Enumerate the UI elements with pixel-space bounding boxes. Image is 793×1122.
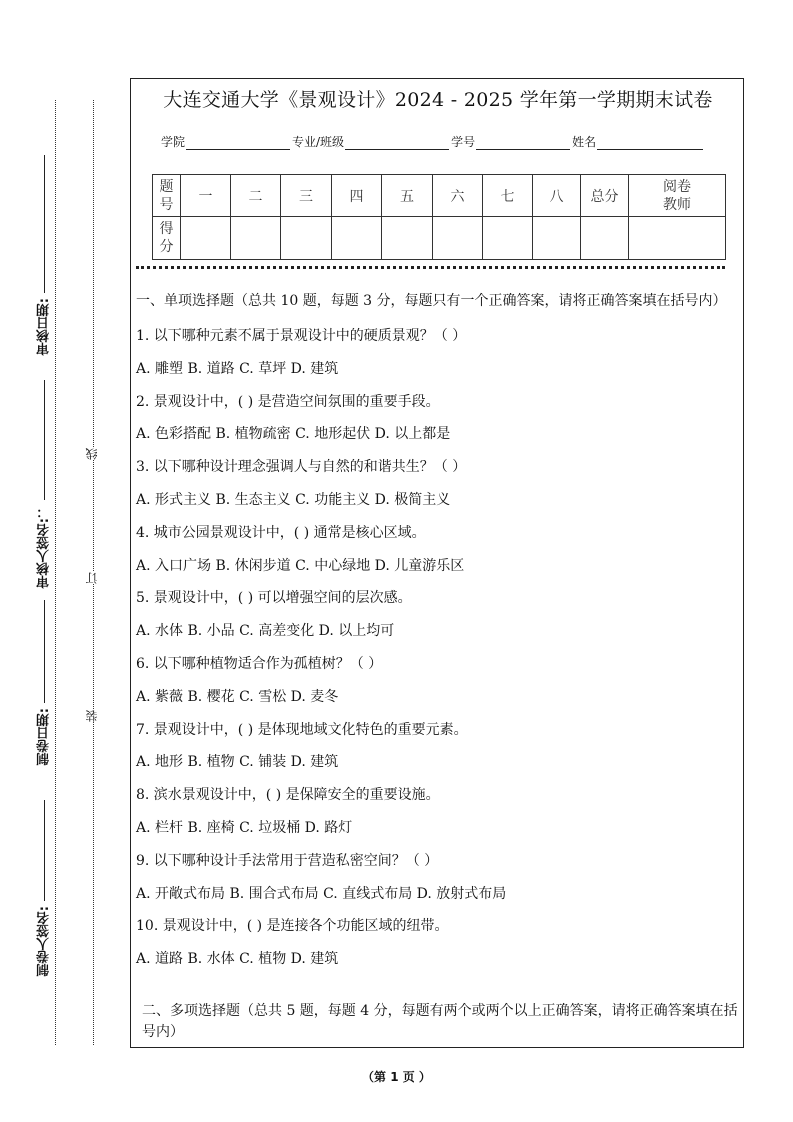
section-2-heading: 二、多项选择题（总共 5 题，每题 4 分，每题有两个或两个以上正确答案，请将正确答案填在括号内） xyxy=(142,1003,738,1040)
score-cell[interactable] xyxy=(231,217,281,260)
paper-maker-signature-line xyxy=(44,800,45,901)
score-cell[interactable] xyxy=(332,217,382,260)
question-2-options: A. 色彩搭配 B. 植物疏密 C. 地形起伏 D. 以上都是 xyxy=(136,426,451,443)
col-7: 七 xyxy=(483,175,533,217)
question-5-options: A. 水体 B. 小品 C. 高差变化 D. 以上均可 xyxy=(136,623,395,640)
score-cell[interactable] xyxy=(433,217,483,260)
review-date-label: 审核日期: xyxy=(37,298,52,356)
question-list xyxy=(136,326,741,969)
reviewer-signature-line xyxy=(44,380,45,500)
question-10: 10. 景观设计中，( ) 是连接各个功能区域的纽带。 xyxy=(136,918,449,935)
question-4-options: A. 入口广场 B. 休闲步道 C. 中心绿地 D. 儿童游乐区 xyxy=(136,557,465,574)
score-table-score-row xyxy=(153,217,726,260)
question-9-options: A. 开敞式布局 B. 围合式布局 C. 直线式布局 D. 放射式布局 xyxy=(136,885,507,902)
col-4: 四 xyxy=(332,175,382,217)
col-6: 六 xyxy=(433,175,483,217)
name-label: 姓名 xyxy=(572,135,597,149)
score-cell[interactable] xyxy=(382,217,433,260)
binding-mark-line: 线 xyxy=(85,448,99,460)
question-4: 4. 城市公园景观设计中，( ) 通常是核心区域。 xyxy=(136,524,426,541)
question-9: 9. 以下哪种设计手法常用于营造私密空间？（ ） xyxy=(136,852,439,869)
major-class-field[interactable] xyxy=(345,135,449,150)
review-date-line xyxy=(44,155,45,293)
question-6: 6. 以下哪种植物适合作为孤植树？（ ） xyxy=(136,655,383,672)
question-3: 3. 以下哪种设计理念强调人与自然的和谐共生？（ ） xyxy=(136,459,467,476)
exam-title: 大连交通大学《景观设计》2024 - 2025 学年第一学期期末试卷 xyxy=(163,89,713,111)
question-1-options: A. 雕塑 B. 道路 C. 草坪 D. 建筑 xyxy=(136,360,339,377)
paper-date-line xyxy=(44,600,45,703)
binding-dotted-line-outer xyxy=(55,100,56,1045)
score-row-header: 得 分 xyxy=(153,217,181,260)
exam-frame xyxy=(130,78,744,1048)
question-6-options: A. 紫薇 B. 樱花 C. 雪松 D. 麦冬 xyxy=(136,688,339,705)
college-field[interactable] xyxy=(186,135,290,150)
score-cell[interactable] xyxy=(181,217,231,260)
col-8: 八 xyxy=(533,175,581,217)
question-2: 2. 景观设计中，( ) 是营造空间氛围的重要手段。 xyxy=(136,393,440,410)
question-7: 7. 景观设计中，( ) 是体现地域文化特色的重要元素。 xyxy=(136,721,468,738)
question-1: 1. 以下哪种元素不属于景观设计中的硬质景观？（ ） xyxy=(136,328,467,344)
col-1: 一 xyxy=(181,175,231,217)
question-10-options: A. 道路 B. 水体 C. 植物 D. 建筑 xyxy=(136,951,339,968)
paper-maker-signature-label: 制卷人签名: xyxy=(37,906,52,977)
student-id-field[interactable] xyxy=(476,135,570,150)
col-5: 五 xyxy=(382,175,433,217)
reviewer-header: 阅卷 教师 xyxy=(629,175,726,217)
question-7-options: A. 地形 B. 植物 C. 铺装 D. 建筑 xyxy=(136,754,339,771)
section-1-heading: 一、单项选择题（总共 10 题，每题 3 分，每题只有一个正确答案，请将正确答案填在括号内） xyxy=(136,293,727,309)
reviewer-cell[interactable] xyxy=(629,217,726,260)
dotted-separator xyxy=(136,266,725,272)
paper-date-label: 制卷日期: xyxy=(37,708,52,766)
question-3-options: A. 形式主义 B. 生态主义 C. 功能主义 D. 极简主义 xyxy=(136,491,451,508)
student-info-row xyxy=(161,133,705,150)
question-number-header: 题 号 xyxy=(153,175,181,217)
col-3: 三 xyxy=(281,175,332,217)
score-cell[interactable] xyxy=(483,217,533,260)
reviewer-signature-label: 审核人签名:： xyxy=(37,505,52,589)
question-8: 8. 滨水景观设计中，( ) 是保障安全的重要设施。 xyxy=(136,787,440,804)
question-8-options: A. 栏杆 B. 座椅 C. 垃圾桶 D. 路灯 xyxy=(136,819,353,836)
col-2: 二 xyxy=(231,175,281,217)
student-id-label: 学号 xyxy=(451,135,476,149)
college-label: 学院 xyxy=(161,135,186,149)
major-class-label: 专业/班级 xyxy=(292,135,345,149)
question-5: 5. 景观设计中，( ) 可以增强空间的层次感。 xyxy=(136,590,412,607)
score-table xyxy=(152,174,726,260)
score-table-header-row xyxy=(153,175,726,217)
section-1 xyxy=(136,291,741,969)
score-total-cell[interactable] xyxy=(581,217,629,260)
score-cell[interactable] xyxy=(533,217,581,260)
binding-mark-staple: 订 xyxy=(85,572,99,584)
binding-mark-bind: 装 xyxy=(85,710,99,722)
page-number: （第 1 页 ） xyxy=(362,1070,431,1084)
score-cell[interactable] xyxy=(281,217,332,260)
col-total: 总分 xyxy=(581,175,629,217)
name-field[interactable] xyxy=(597,135,703,150)
